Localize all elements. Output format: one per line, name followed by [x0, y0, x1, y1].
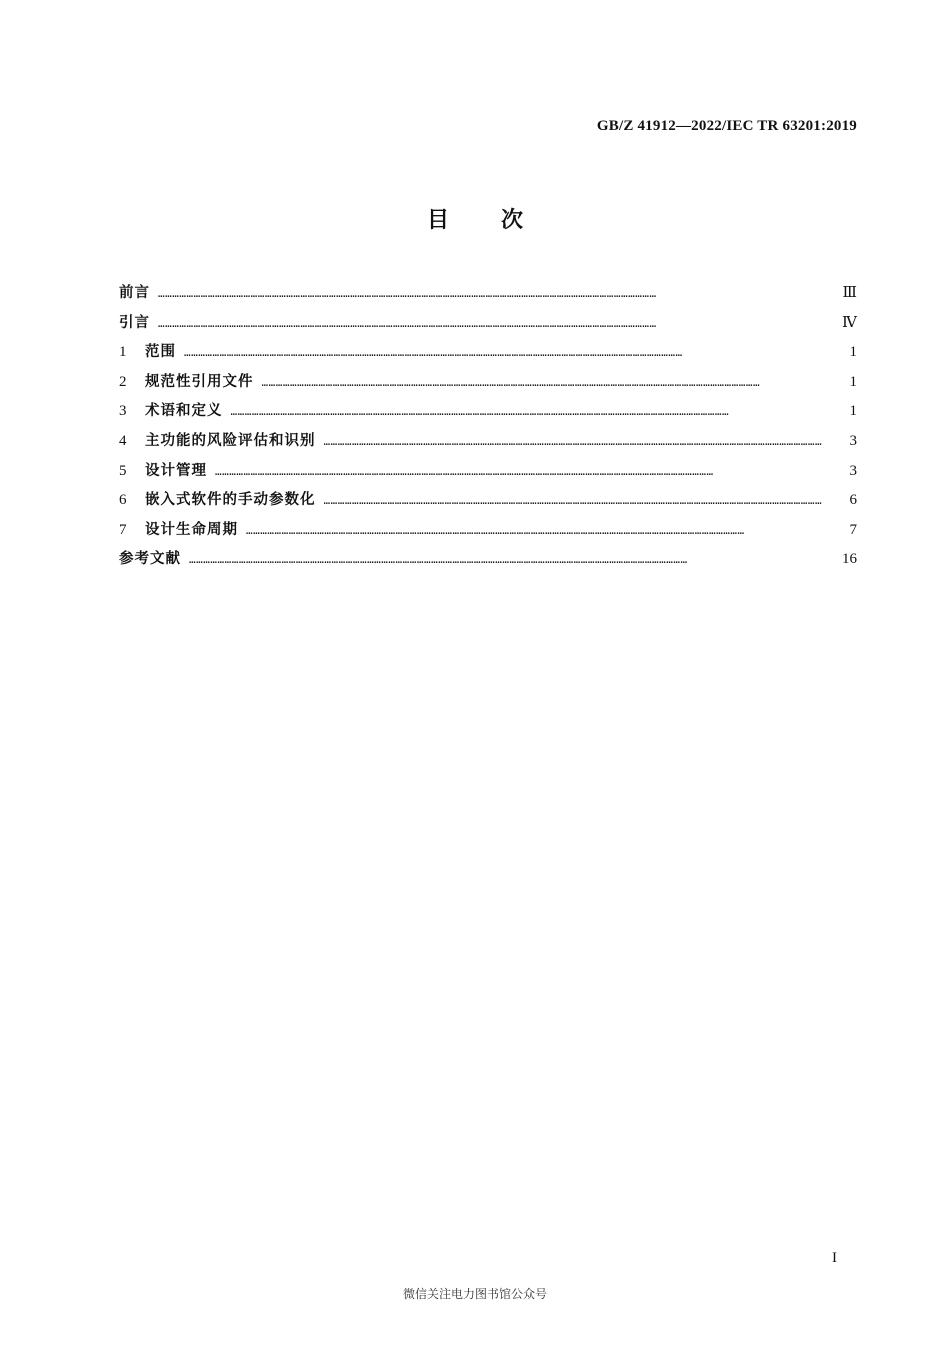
toc-entry-label: 规范性引用文件 — [145, 373, 254, 390]
toc-leader-dots: ………………………………………………………………………………………………………………………………………………………………………………………… — [184, 346, 683, 360]
toc-entry-page: 7 — [849, 521, 857, 538]
toc-leader-dots: ………………………………………………………………………………………………………………………………………………………………………………………… — [246, 523, 745, 537]
toc-entry-1[interactable] — [119, 340, 857, 370]
toc-title: 目次 — [426, 208, 575, 233]
toc-leader-dots: ………………………………………………………………………………………………………………………………………………………………………………………… — [189, 553, 688, 567]
toc-entry-label: 术语和定义 — [145, 403, 223, 420]
toc-entry-label: 前言 — [119, 285, 150, 301]
toc-entry-number: 1 — [119, 344, 127, 361]
toc-entry-page: 16 — [842, 551, 857, 568]
toc-entry-label: 参考文献 — [119, 551, 181, 568]
toc-entry-label: 范围 — [145, 344, 176, 361]
toc-entry-label: 主功能的风险评估和识别 — [145, 432, 316, 449]
toc-entry-7[interactable] — [119, 518, 857, 548]
toc-leader-dots: ………………………………………………………………………………………………………………………………………………………………………………………… — [158, 287, 657, 300]
page-number: I — [832, 1250, 837, 1266]
toc-entry-label: 引言 — [119, 314, 150, 331]
toc-entry-page: Ⅲ — [842, 285, 857, 301]
toc-entry-label: 设计管理 — [145, 462, 207, 479]
toc-entry-page: 3 — [849, 462, 857, 479]
toc-entry-label: 设计生命周期 — [145, 521, 238, 538]
toc-leader-dots: ………………………………………………………………………………………………………………………………………………………………………………………… — [158, 316, 657, 330]
toc-entry-number: 2 — [119, 373, 127, 390]
toc-entry-page: 1 — [849, 373, 857, 390]
toc-leader-dots: ………………………………………………………………………………………………………………………………………………………………………………………… — [230, 405, 730, 419]
toc-entry-page: Ⅳ — [842, 314, 857, 331]
toc-entry-page: 1 — [849, 403, 857, 420]
table-of-contents — [119, 281, 857, 577]
toc-leader-dots: ………………………………………………………………………………………………………………………………………………………………………………………… — [215, 464, 714, 478]
toc-entry-3[interactable] — [119, 399, 857, 429]
toc-entry-label: 嵌入式软件的手动参数化 — [145, 492, 316, 509]
toc-entry-number: 3 — [119, 403, 127, 420]
toc-entry-4[interactable] — [119, 429, 857, 459]
toc-entry-number: 7 — [119, 521, 127, 538]
toc-entry-page: 1 — [849, 344, 857, 361]
toc-entry-5[interactable] — [119, 459, 857, 489]
toc-entry-introduction[interactable] — [119, 311, 857, 341]
toc-entry-bibliography[interactable] — [119, 547, 857, 577]
toc-entry-6[interactable] — [119, 488, 857, 518]
standard-code-header: GB/Z 41912—2022/IEC TR 63201:2019 — [596, 118, 857, 134]
toc-entry-page: 6 — [849, 492, 857, 509]
toc-entry-number: 6 — [119, 492, 127, 509]
toc-entry-number: 5 — [119, 462, 127, 479]
toc-entry-2[interactable] — [119, 370, 857, 400]
toc-entry-page: 3 — [849, 432, 857, 449]
toc-leader-dots: ………………………………………………………………………………………………………………………………………………………………………………………… — [261, 375, 761, 389]
toc-entry-number: 4 — [119, 432, 127, 449]
toc-leader-dots: ………………………………………………………………………………………………………………………………………………………………………………………… — [323, 494, 823, 508]
footer-note: 微信关注电力图书馆公众号 — [402, 1287, 547, 1301]
toc-entry-foreword[interactable] — [119, 281, 857, 311]
toc-leader-dots: ………………………………………………………………………………………………………………………………………………………………………………………… — [323, 434, 823, 448]
